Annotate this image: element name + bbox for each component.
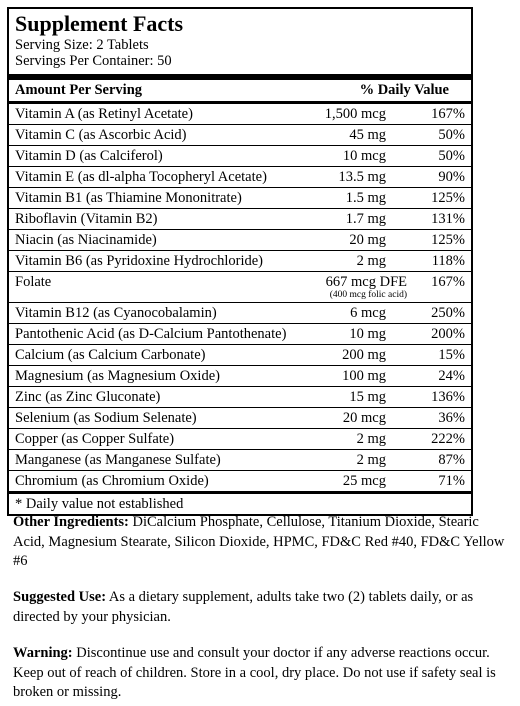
- suggested-use: [13, 588, 513, 627]
- nutrient-amount: 1.7 mg: [345, 211, 386, 227]
- nutrient-name: Selenium (as Sodium Selenate): [15, 410, 197, 426]
- nutrient-amount: 1,500 mcg: [324, 106, 386, 122]
- nutrient-amount: 2 mg: [356, 431, 386, 447]
- nutrient-table: [9, 104, 471, 492]
- table-row: [9, 345, 471, 366]
- nutrient-name: Vitamin B12 (as Cyanocobalamin): [15, 305, 217, 321]
- nutrient-name: Manganese (as Manganese Sulfate): [15, 452, 221, 468]
- nutrient-daily-value: 136%: [431, 389, 465, 405]
- nutrient-name: Vitamin C (as Ascorbic Acid): [15, 127, 187, 143]
- table-row: [9, 387, 471, 408]
- table-row: [9, 104, 471, 125]
- nutrient-daily-value: 50%: [438, 148, 465, 164]
- nutrient-name: Niacin (as Niacinamide): [15, 232, 157, 248]
- nutrient-daily-value: 50%: [438, 127, 465, 143]
- suggested-use-text: As a dietary supplement, adults take two (2) tablets daily, or as directed by your physician.: [13, 589, 474, 625]
- table-row: [9, 167, 471, 188]
- warning: [13, 644, 513, 703]
- nutrient-daily-value: 15%: [438, 347, 465, 363]
- nutrient-amount: 45 mg: [349, 127, 386, 143]
- nutrient-name: Magnesium (as Magnesium Oxide): [15, 368, 220, 384]
- table-row: [9, 251, 471, 272]
- nutrient-daily-value: 222%: [431, 431, 465, 447]
- nutrient-daily-value: 125%: [431, 190, 465, 206]
- other-ingredients-label: Other Ingredients:: [13, 514, 129, 530]
- nutrient-amount: 1.5 mg: [345, 190, 386, 206]
- nutrient-name: Zinc (as Zinc Gluconate): [15, 389, 161, 405]
- nutrient-amount: 200 mg: [342, 347, 386, 363]
- nutrient-name: Calcium (as Calcium Carbonate): [15, 347, 206, 363]
- nutrient-amount: 6 mcg: [350, 305, 386, 321]
- nutrient-daily-value: 250%: [431, 305, 465, 321]
- table-row: [9, 230, 471, 251]
- nutrient-amount: 10 mcg: [342, 148, 386, 164]
- table-row: [9, 209, 471, 230]
- nutrient-daily-value: 167%: [431, 106, 465, 122]
- nutrient-amount: 25 mcg: [342, 473, 386, 489]
- table-row: [9, 450, 471, 471]
- table-row: [9, 146, 471, 167]
- table-header: [9, 80, 471, 104]
- table-row: [9, 324, 471, 345]
- nutrient-daily-value: 118%: [431, 253, 465, 269]
- nutrient-daily-value: 87%: [438, 452, 465, 468]
- nutrient-amount: 20 mg: [349, 232, 386, 248]
- nutrient-daily-value: 24%: [438, 368, 465, 384]
- nutrient-name: Vitamin A (as Retinyl Acetate): [15, 106, 193, 122]
- nutrient-amount: 10 mg: [349, 326, 386, 342]
- supplement-facts-panel: [7, 7, 473, 516]
- nutrient-amount: 2 mg: [356, 253, 386, 269]
- nutrient-name: Vitamin B6 (as Pyridoxine Hydrochloride): [15, 253, 264, 269]
- nutrient-name: Copper (as Copper Sulfate): [15, 431, 175, 447]
- nutrient-daily-value: 90%: [438, 169, 465, 185]
- panel-title: Supplement Facts: [15, 11, 184, 36]
- table-row: [9, 125, 471, 146]
- nutrient-amount: 20 mcg: [342, 410, 386, 426]
- nutrient-name: Chromium (as Chromium Oxide): [15, 473, 209, 489]
- nutrient-name: Vitamin D (as Calciferol): [15, 148, 163, 164]
- table-row: [9, 188, 471, 209]
- nutrient-name: Folate: [15, 274, 52, 290]
- nutrient-daily-value: 167%: [431, 274, 465, 290]
- table-row: [9, 366, 471, 387]
- other-ingredients-text: DiCalcium Phosphate, Cellulose, Titanium Dioxide, Stearic Acid, Magnesium Stearate, Silicon Dioxide, HPMC, FD&C Red #40, FD&C Yellow #6: [13, 514, 505, 569]
- nutrient-amount: 2 mg: [356, 452, 386, 468]
- serving-size: Serving Size: 2 Tablets: [15, 37, 149, 53]
- nutrient-daily-value: 71%: [438, 473, 465, 489]
- other-ingredients: [13, 513, 513, 572]
- warning-text: Discontinue use and consult your doctor if any adverse reactions occur. Keep out of reach of children. Store in a cool, dry place. Do not use if safety seal is broken or missing.: [13, 645, 496, 700]
- header-daily-value: % Daily Value: [359, 82, 449, 98]
- nutrient-sub-amount: (400 mcg folic acid): [329, 290, 407, 300]
- nutrient-daily-value: 131%: [431, 211, 465, 227]
- nutrient-daily-value: 200%: [431, 326, 465, 342]
- suggested-use-label: Suggested Use:: [13, 589, 107, 605]
- table-row: [9, 429, 471, 450]
- footnote: * Daily value not established: [9, 492, 471, 514]
- nutrient-daily-value: 125%: [431, 232, 465, 248]
- table-row: [9, 408, 471, 429]
- nutrient-name: Pantothenic Acid (as D-Calcium Pantothenate): [15, 326, 287, 342]
- servings-per-container: Servings Per Container: 50: [15, 53, 172, 69]
- table-row: [9, 272, 471, 303]
- nutrient-name: Riboflavin (Vitamin B2): [15, 211, 158, 227]
- warning-label: Warning:: [13, 645, 73, 661]
- table-row: [9, 471, 471, 492]
- nutrient-amount: 100 mg: [342, 368, 386, 384]
- nutrient-amount: 13.5 mg: [338, 169, 386, 185]
- header-amount-per-serving: Amount Per Serving: [15, 82, 143, 98]
- nutrient-daily-value: 36%: [438, 410, 465, 426]
- nutrient-amount: 667 mcg DFE: [325, 274, 407, 290]
- nutrient-name: Vitamin B1 (as Thiamine Mononitrate): [15, 190, 242, 206]
- nutrient-name: Vitamin E (as dl-alpha Tocopheryl Acetate): [15, 169, 267, 185]
- nutrient-amount: 15 mg: [349, 389, 386, 405]
- table-row: [9, 303, 471, 324]
